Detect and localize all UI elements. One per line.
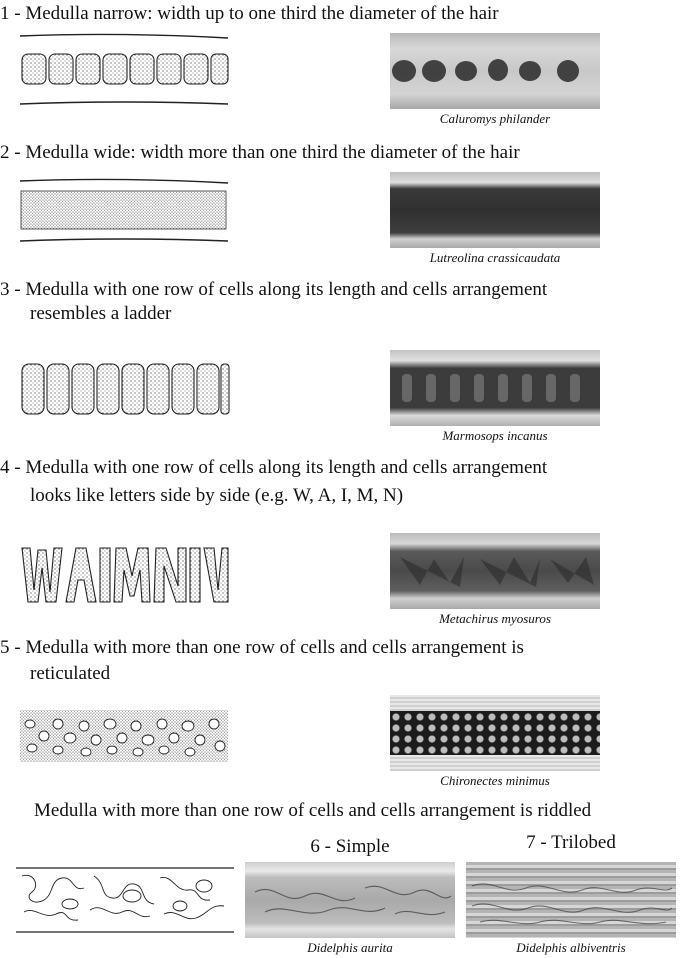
species-caption: Didelphis aurita bbox=[307, 940, 393, 955]
section-4-subtitle: looks like letters side by side (e.g. W, A, I, M, N) bbox=[30, 485, 404, 506]
drawing-ladder-medulla bbox=[18, 360, 230, 420]
section-1-title: 1 - Medulla narrow: width up to one third the diameter of the hair bbox=[0, 3, 499, 24]
section-4-title: 4 - Medulla with one row of cells along its length and cells arrangement bbox=[0, 457, 548, 478]
species-caption: Marmosops incanus bbox=[442, 428, 548, 443]
section-5-subtitle: reticulated bbox=[30, 663, 111, 684]
riddled-heading: Medulla with more than one row of cells and cells arrangement is riddled bbox=[34, 800, 592, 821]
species-caption: Metachirus myosuros bbox=[439, 611, 551, 626]
micrograph-didelphis-albiventris bbox=[466, 862, 676, 938]
section-2-title: 2 - Medulla wide: width more than one third the diameter of the hair bbox=[0, 142, 520, 163]
drawing-reticulated-medulla bbox=[18, 706, 230, 766]
micrograph-caluromys bbox=[390, 33, 600, 109]
micrograph-marmosops bbox=[390, 350, 600, 426]
section-3-subtitle: resembles a ladder bbox=[30, 303, 172, 324]
micrograph-chironectes bbox=[390, 695, 600, 771]
species-caption: Didelphis albiventris bbox=[516, 940, 626, 955]
section-5-title: 5 - Medulla with more than one row of cells and cells arrangement is bbox=[0, 637, 524, 658]
species-caption: Chironectes minimus bbox=[440, 773, 550, 788]
species-caption: Caluromys philander bbox=[439, 111, 551, 126]
drawing-letters-medulla bbox=[18, 540, 230, 610]
type-7-label: 7 - Trilobed bbox=[526, 832, 616, 853]
micrograph-didelphis-aurita bbox=[245, 862, 455, 938]
drawing-riddled-medulla bbox=[14, 862, 236, 938]
drawing-narrow-medulla bbox=[18, 30, 230, 110]
drawing-wide-medulla bbox=[18, 175, 230, 250]
section-3-title: 3 - Medulla with one row of cells along its length and cells arrangement bbox=[0, 279, 548, 300]
species-caption: Lutreolina crassicaudata bbox=[429, 250, 561, 265]
micrograph-metachirus bbox=[390, 533, 600, 609]
micrograph-lutreolina bbox=[390, 172, 600, 248]
type-6-label: 6 - Simple bbox=[310, 836, 390, 857]
